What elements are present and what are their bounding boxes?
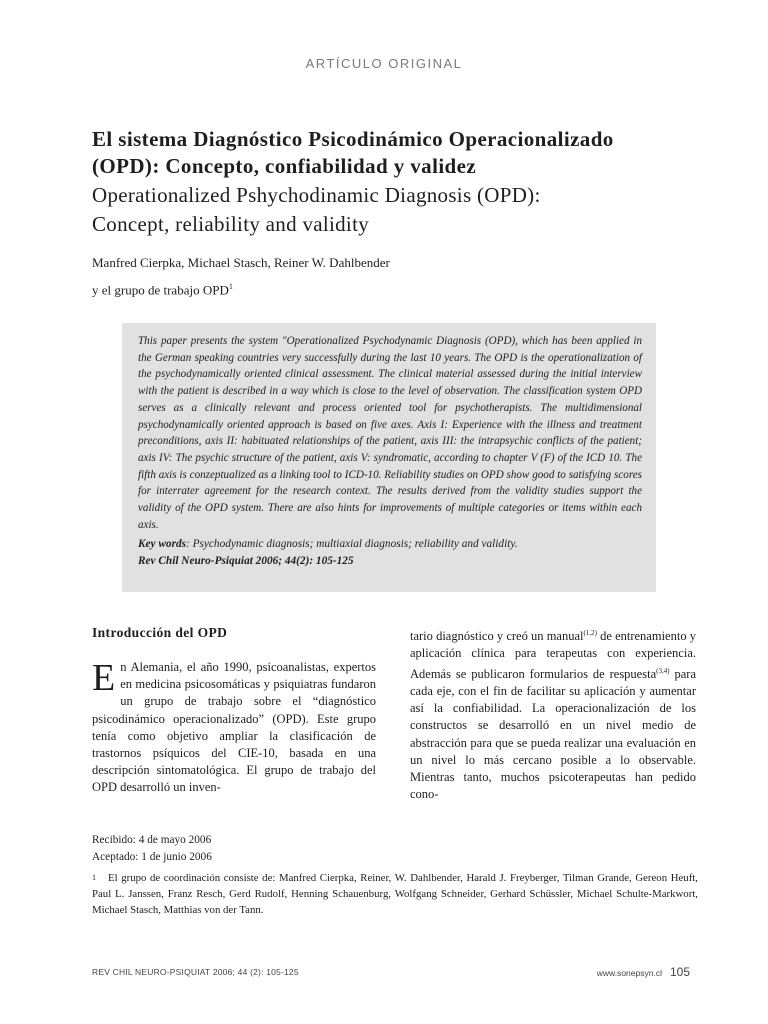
body-left-text: n Alemania, el año 1990, psicoanalistas, expertos en medicina psicosomáticas y psiquiatras fundaron un grupo de trabajo sobre el “diagnóstico psicodinámico operacionalizado” (OPD). Este grupo tenía como objetivo ampliar la clasificación de trastornos psíquicos del CIE-10, basada en una descripción sintomatológica. El grupo de trabajo del OPD desarrolló un inven- <box>92 660 376 795</box>
footnote-mark: 1 <box>92 873 96 882</box>
abstract-box <box>122 323 656 592</box>
title-spanish-line2: (OPD): Concepto, confiabilidad y validez <box>92 154 477 178</box>
title-english <box>92 181 692 239</box>
body-column-left <box>92 659 376 797</box>
footer-website: www.sonepsyn.cl <box>596 968 662 978</box>
title-spanish-line1: El sistema Diagnóstico Psicodinámico Operacionalizado <box>92 127 614 151</box>
footnote-text: El grupo de coordinación consiste de: Manfred Cierpka, Reiner, W. Dahlbender, Harald J. Freyberger, Tilman Grande, Gereon Heuft, Paul L. Janssen, Franz Resch, Gerd Rudolf, Henning Schauenburg, Wolfgang Schneider, Gerhard Schüssler, Michael Schulte-Markwort, Michael Stasch, Matthias von der Tann. <box>92 872 698 916</box>
abstract-text: This paper presents the system "Operationalized Psychodynamic Diagnosis (OPD), which has been applied in the German speaking countries very successfully during the last 10 years. The OPD is the operationalization of the psychodynamically oriented clinical assessment. The clinical material assessed during the initial interview with the patient is described in a way which is close to the level of observation. The classification system OPD serves as a clinically relevant and process oriented tool for psychotherapists. The multidimensional psychodynamically oriented approach is based on five axes. Axis I: Experience with the illness and treatment preconditions, axis II: habituated relationships of the patient, axis III: the intrapsychic conflicts of the patient; axis IV: The psychic structure of the patient, axis V: syndromatic, according to chapter V (F) of the ICD 10. The fifth axis is conzeptualized as a linking tool to ICD-10. Reliability studies on OPD show good to satisfying scores for interrater agreement for the research context. The results derived from the validity studies support the validity of the OPD system. There are also hints for improvements of multiple categories or items within each axis. <box>138 335 642 531</box>
accepted-date: Aceptado: 1 de junio 2006 <box>92 850 212 863</box>
reference-1: (1,2) <box>583 629 597 637</box>
keywords-text: : Psychodynamic diagnosis; multiaxial diagnosis; reliability and validity. <box>186 538 518 551</box>
intro-heading: Introducción del OPD <box>92 625 228 640</box>
author-group-mark: 1 <box>228 282 233 291</box>
received-date: Recibido: 4 de mayo 2006 <box>92 834 212 846</box>
title-english-line2: Concept, reliability and validity <box>92 212 370 236</box>
drop-cap: E <box>92 657 116 699</box>
citation: Rev Chil Neuro-Psiquiat 2006; 44(2): 105-125 <box>138 555 354 568</box>
footer-right <box>597 963 690 981</box>
body-right-text-2: de entrenamiento y aplicación clínica para terapeutas con experiencia. Además se publicaron formularios de respuesta <box>410 629 697 681</box>
page-number: 105 <box>669 965 690 979</box>
section-label: ARTÍCULO ORIGINAL <box>305 56 463 71</box>
title-english-line1: Operationalized Pshychodinamic Diagnosis (OPD): <box>92 183 541 207</box>
footnote <box>92 870 698 918</box>
keywords <box>138 536 642 553</box>
dates <box>92 832 212 865</box>
author-names: Manfred Cierpka, Michael Stasch, Reiner W. Dahlbender <box>92 255 390 270</box>
author-group <box>92 275 692 302</box>
footer-journal: REV CHIL NEURO-PSIQUIAT 2006; 44 (2): 105-125 <box>92 967 299 977</box>
author-group-text: y el grupo de trabajo OPD <box>92 282 229 298</box>
body-column-right <box>410 625 696 803</box>
body-right-text-1: tario diagnóstico y creó un manual <box>410 629 584 644</box>
body-right-text-3: para cada eje, con el fin de facilitar su aplicación y aumentar así la confiabilidad. La operacionalización de los constructos se desarrolló en un nivel medio de abstracción para que se pueda realizar una evaluación en un nivel lo más cercano posible a lo observable. Mientras tanto, muchos psicoterapeutas han pedido cono- <box>410 666 696 802</box>
title-spanish <box>92 126 692 180</box>
reference-2: (3,4) <box>656 666 670 675</box>
authors <box>92 251 692 302</box>
keywords-label: Key words <box>138 538 187 551</box>
